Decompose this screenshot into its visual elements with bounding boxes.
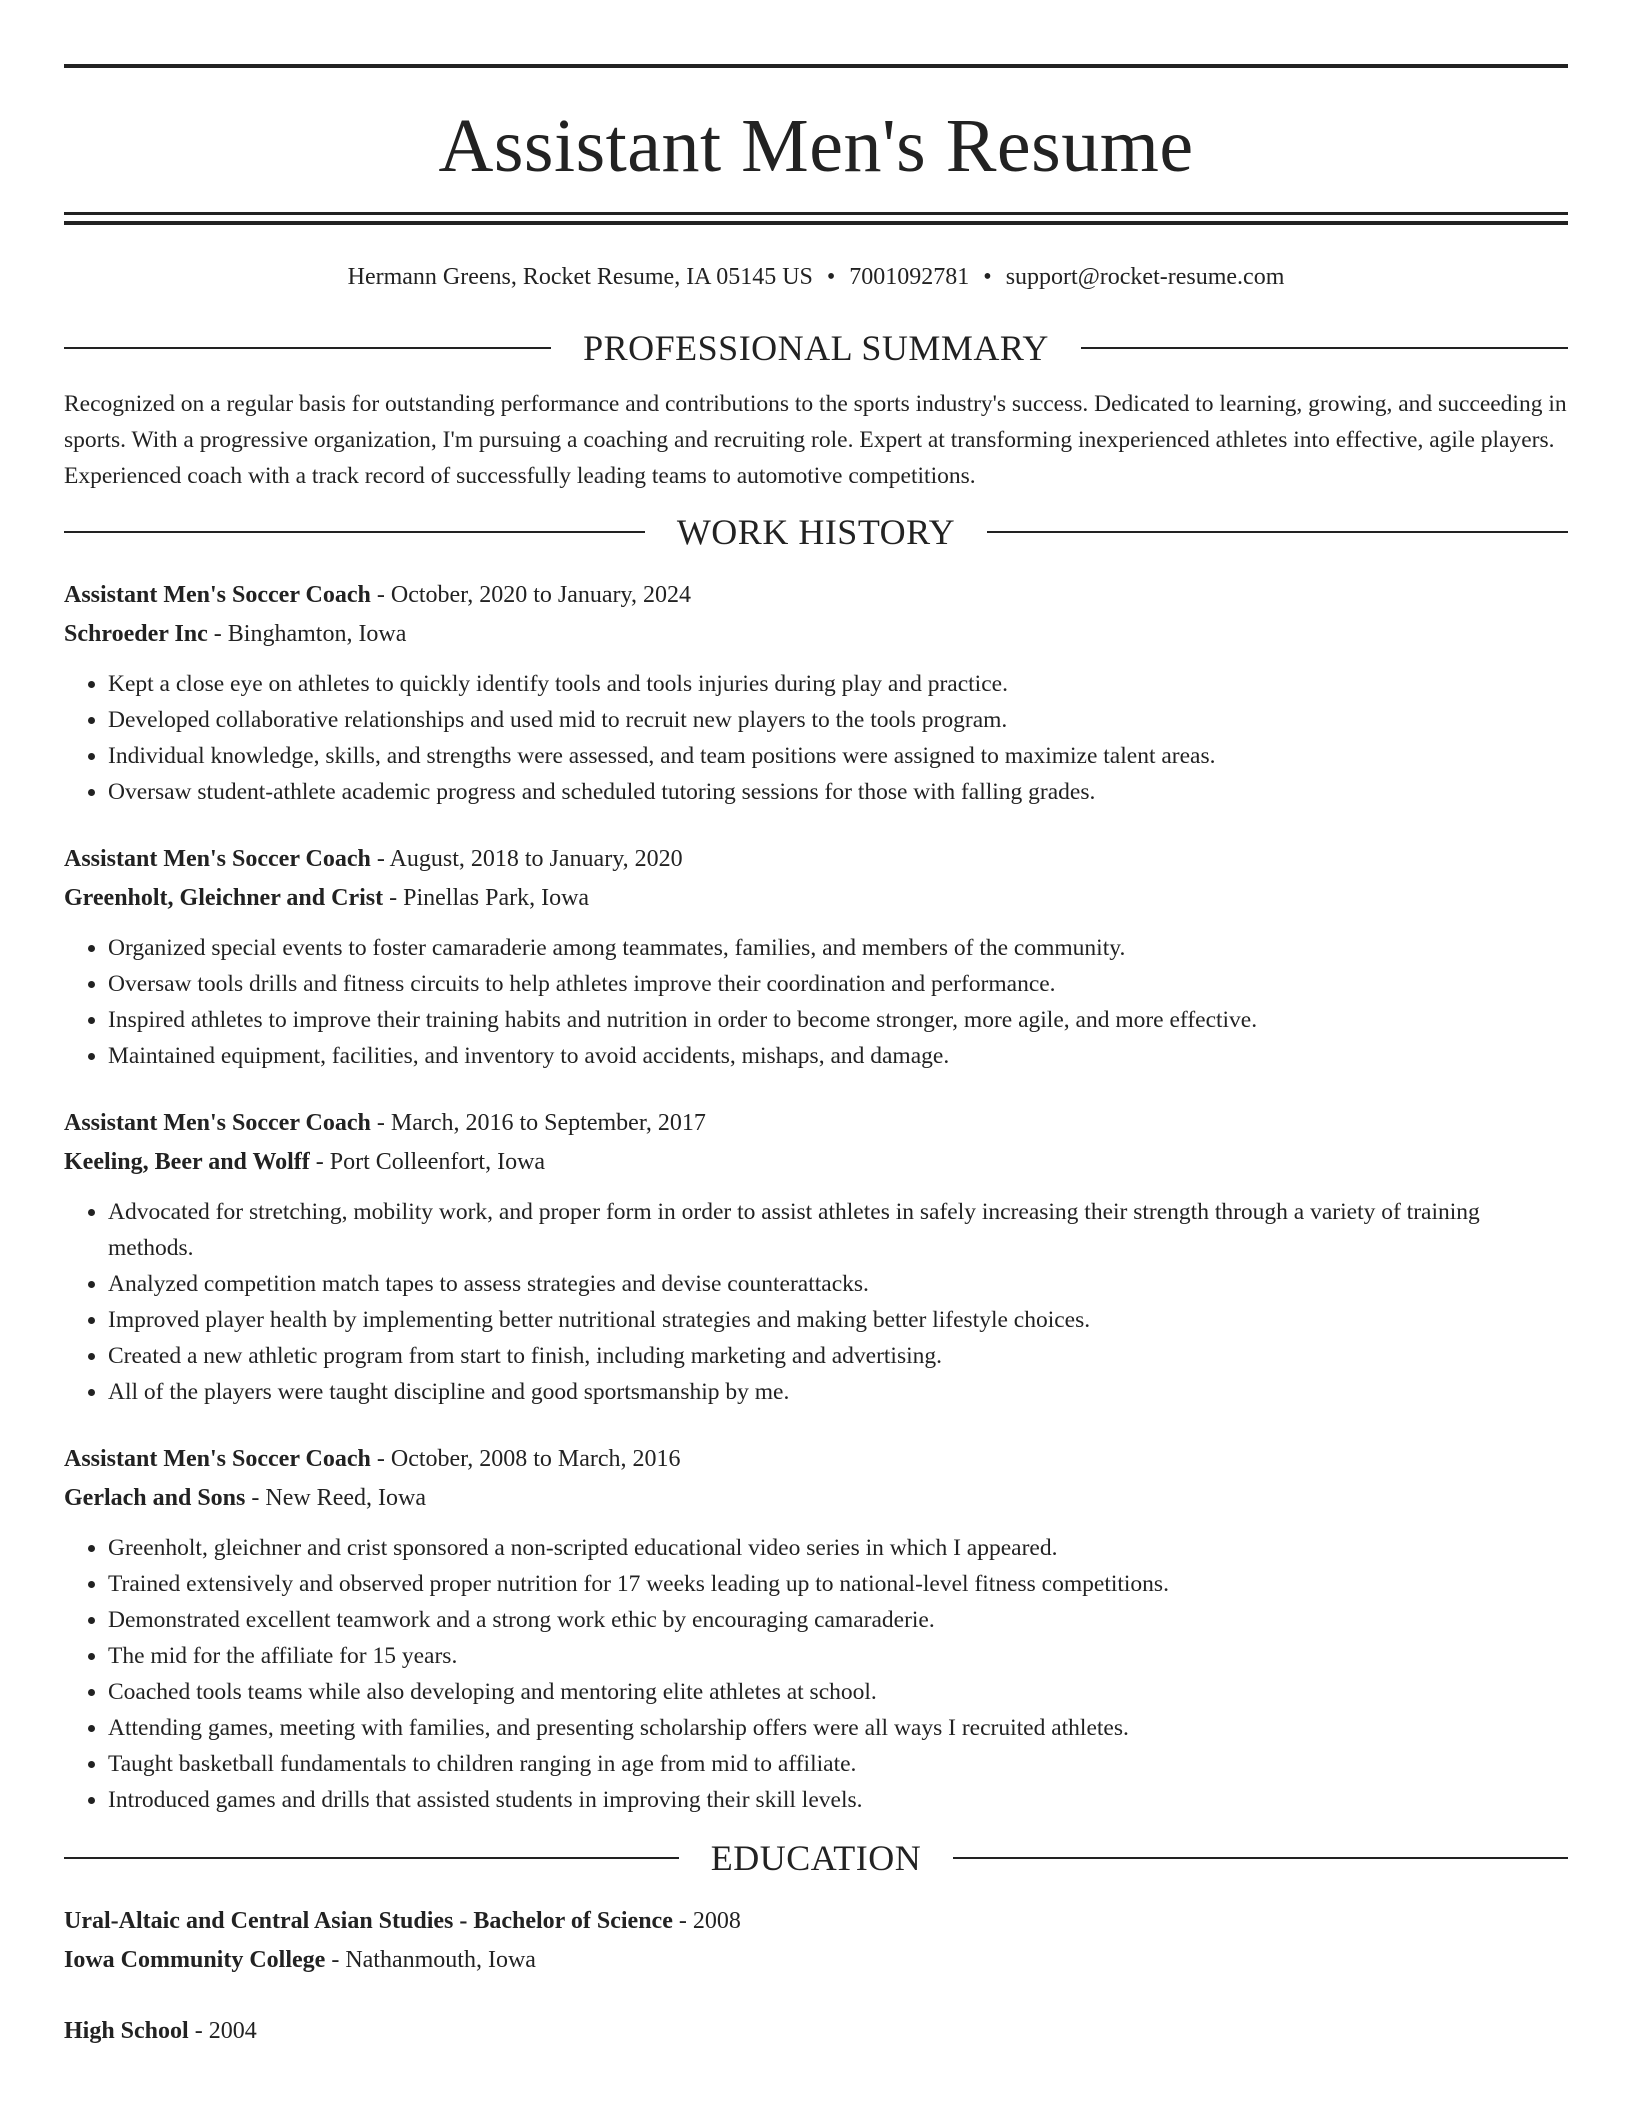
job-title-line (64, 1440, 1568, 1479)
heading-rule-right (1081, 347, 1568, 349)
job-duty-item: • Developed collaborative relationships and used mid to recruit new players to the tools program. (108, 702, 1568, 738)
heading-rule-left (64, 1857, 679, 1859)
job-duty-item: • Oversaw tools drills and fitness circuits to help athletes improve their coordination and performance. (108, 966, 1568, 1002)
heading-rule-left (64, 531, 645, 533)
job-duties (64, 1530, 1568, 1818)
heading-rule-right (987, 531, 1568, 533)
education-degree-line (64, 1902, 1568, 1941)
education-heading (64, 1837, 1568, 1878)
job-duty-item: • Introduced games and drills that assisted students in improving their skill levels. (108, 1782, 1568, 1818)
job-location: - Port Colleenfort, Iowa (315, 1148, 546, 1175)
education-entry (64, 2012, 1568, 2051)
work-heading (64, 511, 1568, 552)
education-list (64, 1902, 1568, 2051)
education-heading-title: EDUCATION (710, 1837, 922, 1878)
contact-phone: 7001092781 (849, 264, 970, 290)
job-company-line (64, 879, 1568, 918)
job-company: Greenholt, Gleichner and Crist (64, 884, 384, 911)
job-duty-item: • All of the players were taught discipline and good sportsmanship by me. (108, 1374, 1568, 1410)
job-location: - New Reed, Iowa (251, 1484, 426, 1511)
job-title: Assistant Men's Soccer Coach (64, 845, 371, 872)
education-degree: High School (64, 2017, 189, 2044)
job-company-line (64, 1143, 1568, 1182)
job-title-line (64, 576, 1568, 615)
job-company: Gerlach and Sons (64, 1484, 246, 1511)
job-duty-item: • Maintained equipment, facilities, and inventory to avoid accidents, mishaps, and damage. (108, 1038, 1568, 1074)
job-list (64, 576, 1568, 1818)
job-duty-item: • Greenholt, gleichner and crist sponsored a non-scripted educational video series in which I appeared. (108, 1530, 1568, 1566)
job-location: - Pinellas Park, Iowa (389, 884, 590, 911)
education-school-line (64, 1941, 1568, 1980)
job-duty-item: • Analyzed competition match tapes to assess strategies and devise counterattacks. (108, 1266, 1568, 1302)
education-year: - 2004 (194, 2017, 257, 2044)
summary-heading (64, 327, 1568, 368)
job-entry (64, 1104, 1568, 1410)
job-title: Assistant Men's Soccer Coach (64, 1445, 371, 1472)
summary-heading-title: PROFESSIONAL SUMMARY (583, 327, 1049, 368)
header-top-rule (64, 64, 1568, 68)
contact-address: Hermann Greens, Rocket Resume, IA 05145 US (347, 264, 813, 290)
work-heading-title: WORK HISTORY (676, 511, 956, 552)
job-duty-item: • Individual knowledge, skills, and strengths were assessed, and team positions were assigned to maximize talent areas. (108, 738, 1568, 774)
job-duty-item: • Demonstrated excellent teamwork and a strong work ethic by encouraging camaraderie. (108, 1602, 1568, 1638)
job-duty-item: • Advocated for stretching, mobility work, and proper form in order to assist athletes in safely increasing their strength through a variety of training methods. (108, 1194, 1568, 1266)
education-school: Iowa Community College (64, 1946, 326, 1973)
job-company-line (64, 615, 1568, 654)
job-duty-item: • Coached tools teams while also developing and mentoring elite athletes at school. (108, 1674, 1568, 1710)
education-degree-line (64, 2012, 1568, 2051)
job-duty-item: • The mid for the affiliate for 15 years. (108, 1638, 1568, 1674)
contact-line (64, 263, 1568, 292)
job-title: Assistant Men's Soccer Coach (64, 581, 371, 608)
education-year: - 2008 (678, 1907, 741, 1934)
job-title-line (64, 840, 1568, 879)
job-duty-item: • Improved player health by implementing better nutritional strategies and making better lifestyle choices. (108, 1302, 1568, 1338)
job-duties (64, 666, 1568, 810)
contact-separator: • (983, 264, 992, 290)
contact-email: support@rocket-resume.com (1005, 264, 1285, 290)
job-duty-item: • Organized special events to foster camaraderie among teammates, families, and members of the community. (108, 930, 1568, 966)
summary-text: Recognized on a regular basis for outstanding performance and contributions to the sports industry's success. Dedicated to learning, growing, and succeeding in sports. With a progressive organization, I'm pursuing a coaching and recruiting role. Expert at transforming inexperienced athletes into effective, agile players. Experienced coach with a track record of successfully leading teams to automotive competitions. (64, 390, 1567, 489)
education-entry (64, 1902, 1568, 1980)
job-dates: - March, 2016 to September, 2017 (376, 1109, 706, 1136)
job-duty-item: • Attending games, meeting with families, and presenting scholarship offers were all ways I recruited athletes. (108, 1710, 1568, 1746)
job-entry (64, 576, 1568, 810)
job-entry (64, 840, 1568, 1074)
education-degree: Ural-Altaic and Central Asian Studies - Bachelor of Science (64, 1907, 673, 1934)
job-duty-item: • Inspired athletes to improve their training habits and nutrition in order to become stronger, more agile, and more effective. (108, 1002, 1568, 1038)
job-entry (64, 1440, 1568, 1818)
job-dates: - October, 2008 to March, 2016 (376, 1445, 681, 1472)
resume-name: Assistant Men's Resume (438, 104, 1194, 188)
job-title-line (64, 1104, 1568, 1143)
job-duty-item: • Oversaw student-athlete academic progress and scheduled tutoring sessions for those with falling grades. (108, 774, 1568, 810)
job-duties (64, 1194, 1568, 1410)
header-double-rule (64, 212, 1568, 225)
job-company-line (64, 1479, 1568, 1518)
contact-separator: • (826, 264, 836, 290)
education-location: - Nathanmouth, Iowa (331, 1946, 536, 1973)
job-dates: - August, 2018 to January, 2020 (376, 845, 683, 872)
job-duty-item: • Trained extensively and observed proper nutrition for 17 weeks leading up to national-level fitness competitions. (108, 1566, 1568, 1602)
job-company: Schroeder Inc (64, 620, 208, 647)
job-company: Keeling, Beer and Wolff (64, 1148, 310, 1175)
job-location: - Binghamton, Iowa (213, 620, 407, 647)
job-duty-item: • Kept a close eye on athletes to quickly identify tools and tools injuries during play and practice. (108, 666, 1568, 702)
heading-rule-left (64, 347, 551, 349)
heading-rule-right (953, 1857, 1568, 1859)
job-duty-item: • Created a new athletic program from start to finish, including marketing and advertising. (108, 1338, 1568, 1374)
job-duty-item: • Taught basketball fundamentals to children ranging in age from mid to affiliate. (108, 1746, 1568, 1782)
job-duties (64, 930, 1568, 1074)
job-title: Assistant Men's Soccer Coach (64, 1109, 371, 1136)
job-dates: - October, 2020 to January, 2024 (376, 581, 691, 608)
